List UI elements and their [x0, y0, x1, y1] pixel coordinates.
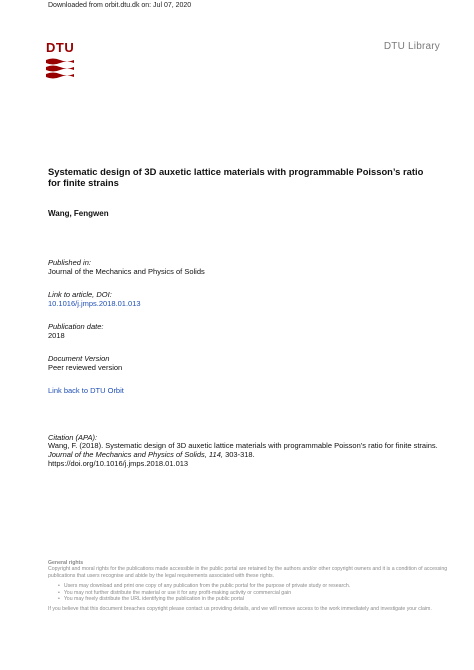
rights-intro: Copyright and moral rights for the publications made accessible in the public portal are retained by the authors and/or other copyright owners and it is a condition of accessing publications that users recognise and abide by the legal requirements associated with these rights. — [48, 566, 448, 579]
document-version-label: Document Version — [48, 354, 110, 363]
rights-item: • You may not further distribute the material or use it for any profit-making activity or commercial gain — [58, 590, 448, 596]
document-version-value: Peer reviewed version — [48, 363, 123, 372]
dtu-wave-icon — [46, 58, 74, 82]
dtu-logo — [46, 40, 74, 84]
rights-item: • You may freely distribute the URL identifying the publication in the public portal — [58, 596, 448, 602]
citation-pages: 303-318. — [225, 450, 255, 459]
dtu-logo-text: DTU — [46, 40, 75, 55]
rights-footer: If you believe that this document breaches copyright please contact us providing details, and we will remove access to the work immediately and investigate your claim. — [48, 606, 432, 613]
published-in-label: Published in: — [48, 258, 91, 267]
author-name: Wang, Fengwen — [48, 209, 109, 218]
document-title: Systematic design of 3D auxetic lattice materials with programmable Poisson’s ratio for finite strains — [48, 166, 424, 188]
rights-list — [48, 583, 448, 602]
publication-date-value: 2018 — [48, 331, 65, 340]
citation-journal: Journal of the Mechanics and Physics of Solids, 114, — [48, 450, 223, 459]
rights-item: • Users may download and print one copy of any publication from the public portal for the purpose of private study or research. — [58, 583, 448, 589]
doi-link[interactable]: 10.1016/j.jmps.2018.01.013 — [48, 299, 141, 308]
publication-date-label: Publication date: — [48, 322, 104, 331]
dtu-orbit-link[interactable]: Link back to DTU Orbit — [48, 386, 124, 395]
dtu-library-label: DTU Library — [383, 41, 440, 52]
rights-heading: General rights — [48, 560, 84, 566]
citation-url[interactable]: https://doi.org/10.1016/j.jmps.2018.01.013 — [48, 459, 189, 468]
doi-label: Link to article, DOI: — [48, 290, 112, 299]
citation-plain: Wang, F. (2018). Systematic design of 3D auxetic lattice materials with programmable Poisson’s ratio for finite strains. — [48, 441, 438, 450]
download-note: Downloaded from orbit.dtu.dk on: Jul 07, 2020 — [48, 2, 192, 9]
citation-text — [48, 441, 448, 468]
citation-label: Citation (APA): — [48, 433, 98, 442]
general-rights — [48, 560, 448, 613]
published-in-value: Journal of the Mechanics and Physics of Solids — [48, 267, 205, 276]
